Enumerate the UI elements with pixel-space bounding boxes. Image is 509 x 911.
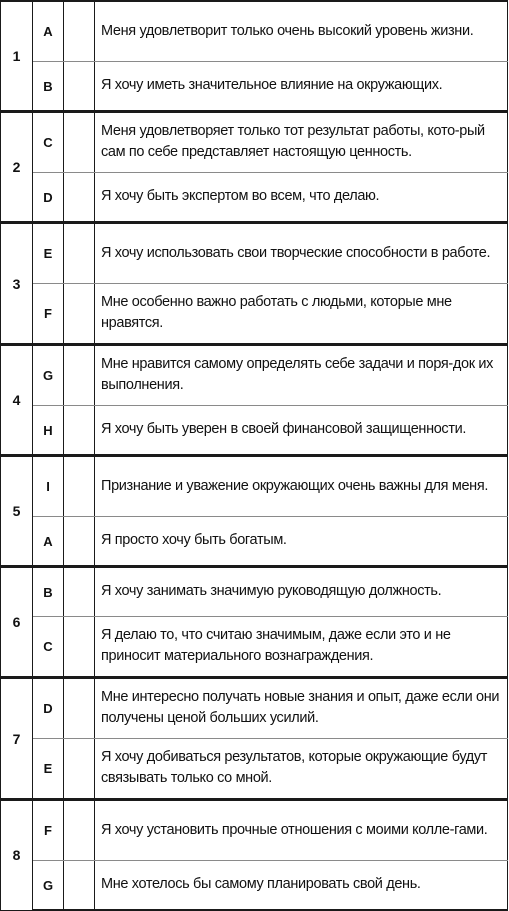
answer-box[interactable] <box>64 800 95 861</box>
answer-box[interactable] <box>64 284 95 345</box>
option-letter: C <box>33 617 64 678</box>
option-text: Меня удовлетворяет только тот результат работы, кото-рый сам по себе представляет настоящую ценность. <box>95 112 508 173</box>
option-text: Я хочу иметь значительное влияние на окружающих. <box>95 62 508 112</box>
option-letter: G <box>33 345 64 406</box>
option-text: Я хочу добиваться результатов, которые окружающие будут связывать только со мной. <box>95 739 508 800</box>
option-text: Признание и уважение окружающих очень важны для меня. <box>95 456 508 517</box>
option-text: Я хочу занимать значимую руководящую должность. <box>95 567 508 617</box>
question-number: 7 <box>1 678 33 800</box>
table-row <box>1 173 508 223</box>
question-number: 8 <box>1 800 33 911</box>
option-text: Я хочу быть экспертом во всем, что делаю. <box>95 173 508 223</box>
table-row <box>1 456 508 517</box>
table-row <box>1 567 508 617</box>
answer-box[interactable] <box>64 406 95 456</box>
option-text: Мне нравится самому определять себе задачи и поря-док их выполнения. <box>95 345 508 406</box>
option-letter: G <box>33 861 64 911</box>
answer-box[interactable] <box>64 62 95 112</box>
option-letter: B <box>33 567 64 617</box>
table-row <box>1 517 508 567</box>
table-row <box>1 678 508 739</box>
option-letter: I <box>33 456 64 517</box>
table-row <box>1 112 508 173</box>
option-letter: A <box>33 517 64 567</box>
answer-box[interactable] <box>64 112 95 173</box>
option-text: Я хочу использовать свои творческие способности в работе. <box>95 223 508 284</box>
answer-box[interactable] <box>64 739 95 800</box>
option-letter: F <box>33 284 64 345</box>
option-letter: F <box>33 800 64 861</box>
answer-box[interactable] <box>64 861 95 911</box>
option-text: Меня удовлетворит только очень высокий уровень жизни. <box>95 1 508 62</box>
table-row <box>1 617 508 678</box>
table-row <box>1 406 508 456</box>
answer-box[interactable] <box>64 223 95 284</box>
table-row <box>1 223 508 284</box>
option-letter: D <box>33 678 64 739</box>
answer-box[interactable] <box>64 173 95 223</box>
option-text: Я хочу быть уверен в своей финансовой защищенности. <box>95 406 508 456</box>
table-row <box>1 62 508 112</box>
question-number: 3 <box>1 223 33 345</box>
answer-box[interactable] <box>64 617 95 678</box>
table-row <box>1 739 508 800</box>
table-row <box>1 861 508 911</box>
question-number: 1 <box>1 1 33 112</box>
option-text: Я просто хочу быть богатым. <box>95 517 508 567</box>
option-text: Я делаю то, что считаю значимым, даже если это и не приносит материального вознаграждения. <box>95 617 508 678</box>
option-text: Мне хотелось бы самому планировать свой день. <box>95 861 508 911</box>
option-letter: E <box>33 223 64 284</box>
option-text: Мне интересно получать новые знания и опыт, даже если они получены ценой больших усилий. <box>95 678 508 739</box>
table-row <box>1 284 508 345</box>
table-row <box>1 1 508 62</box>
option-letter: A <box>33 1 64 62</box>
option-letter: B <box>33 62 64 112</box>
option-letter: H <box>33 406 64 456</box>
answer-box[interactable] <box>64 1 95 62</box>
question-number: 2 <box>1 112 33 223</box>
table-row <box>1 800 508 861</box>
option-letter: E <box>33 739 64 800</box>
option-letter: C <box>33 112 64 173</box>
answer-box[interactable] <box>64 345 95 406</box>
option-text: Я хочу установить прочные отношения с моими колле-гами. <box>95 800 508 861</box>
answer-box[interactable] <box>64 456 95 517</box>
answer-box[interactable] <box>64 517 95 567</box>
question-number: 6 <box>1 567 33 678</box>
table-row <box>1 345 508 406</box>
answer-box[interactable] <box>64 678 95 739</box>
option-text: Мне особенно важно работать с людьми, которые мне нравятся. <box>95 284 508 345</box>
answer-box[interactable] <box>64 567 95 617</box>
option-letter: D <box>33 173 64 223</box>
question-number: 5 <box>1 456 33 567</box>
question-number: 4 <box>1 345 33 456</box>
